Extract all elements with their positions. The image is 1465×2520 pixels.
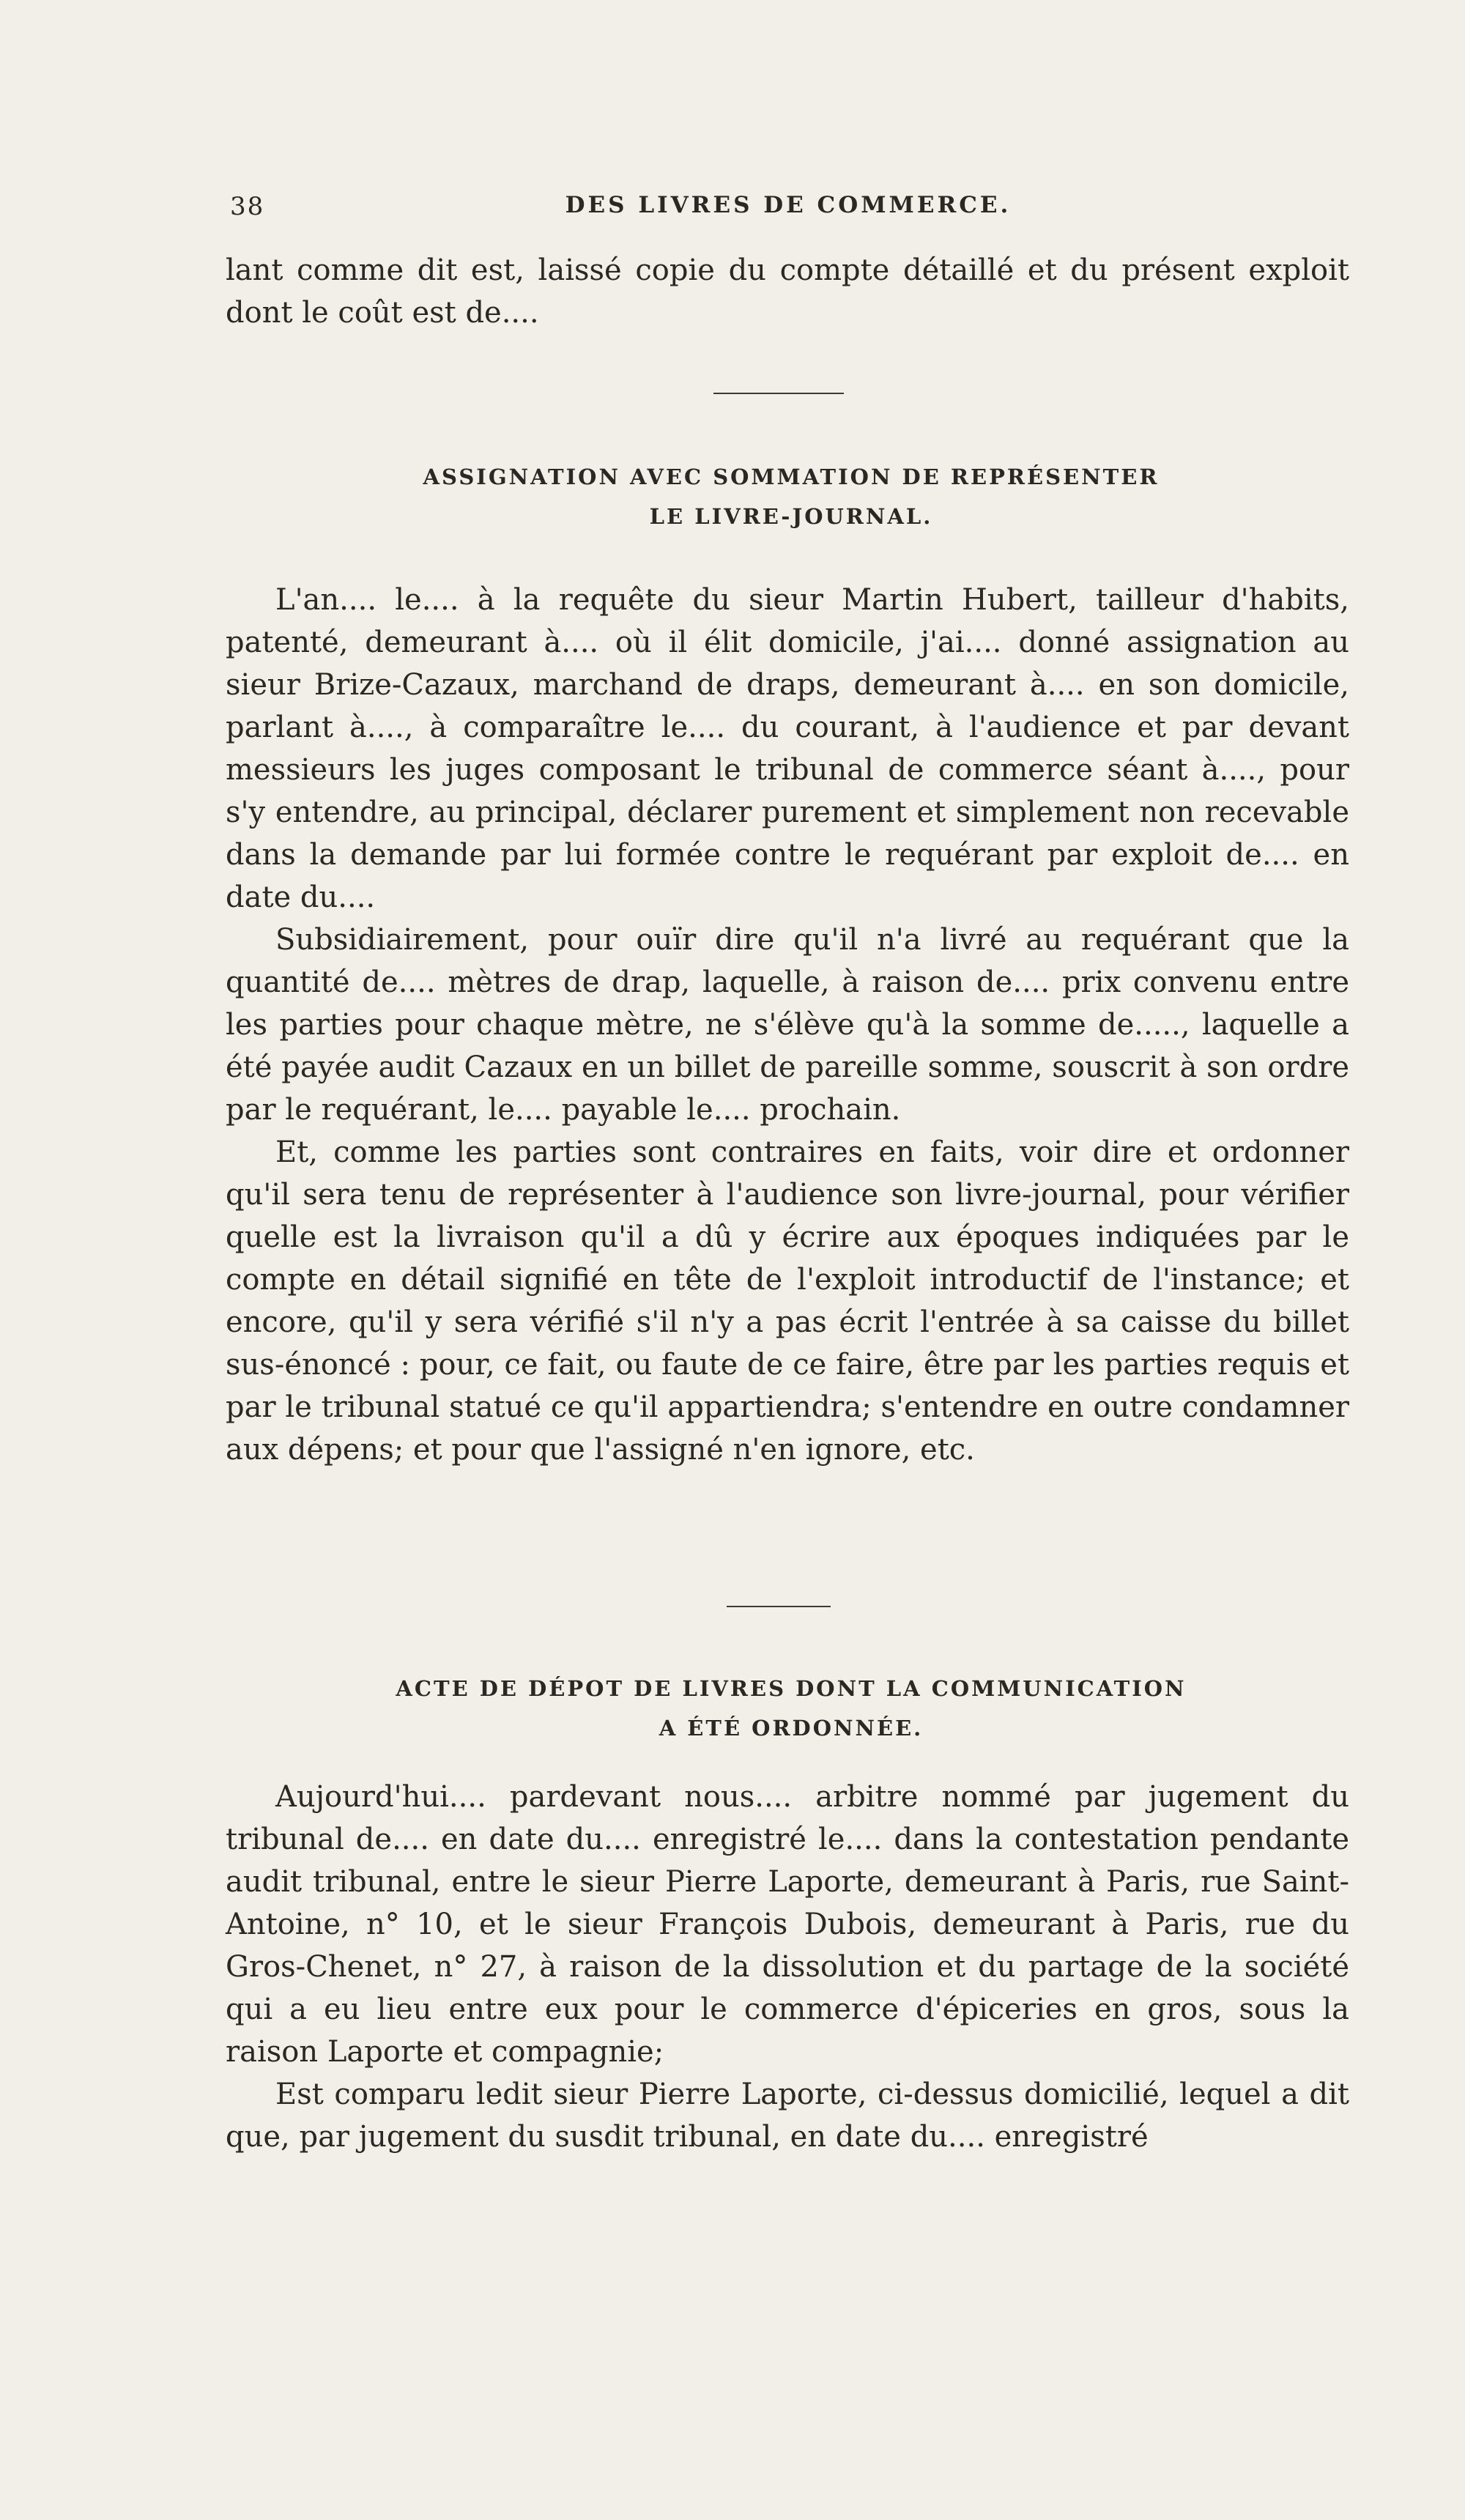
paragraph: Aujourd'hui.... pardevant nous.... arbitre nommé par jugement du tribunal de.... en date du.... enregistré le.... dans la contestation pendante audit tribunal, entre le sieur Pierre Laporte, demeurant à Paris, rue Saint-Antoine, n° 10, et le sieur François Dubois, demeurant à Paris, rue du Gros-Chenet, n° 27, à raison de la dissolution et du partage de la société qui a eu lieu entre eux pour le commerce d'épiceries en gros, sous la raison Laporte et compagnie; bbox=[226, 1780, 1349, 2069]
section-divider bbox=[727, 1606, 831, 1607]
intro-block bbox=[226, 249, 1349, 334]
running-title: DES LIVRES DE COMMERCE. bbox=[565, 192, 1012, 218]
paragraph: Subsidiairement, pour ouïr dire qu'il n'a livré au requérant que la quantité de.... mètres de drap, laquelle, à raison de.... prix convenu entre les parties pour chaque mètre, ne s'élève qu'à la somme de....., laquelle a été payée audit Cazaux en un billet de pareille somme, souscrit à son ordre par le requérant, le.... payable le.... prochain. bbox=[226, 923, 1349, 1127]
heading-line: ACTE DE DÉPOT DE LIVRES DONT LA COMMUNICATION bbox=[396, 1676, 1187, 1701]
section-heading-depot bbox=[220, 1669, 1362, 1748]
section-divider bbox=[713, 393, 844, 394]
heading-line: A ÉTÉ ORDONNÉE. bbox=[659, 1716, 924, 1741]
paragraph: Et, comme les parties sont contraires en faits, voir dire et ordonner qu'il sera tenu de représenter à l'audience son livre-journal, pour vérifier quelle est la livraison qu'il a dû y écrire aux époques indiquées par le compte en détail signifié en tête de l'exploit introductif de l'instance; et encore, qu'il y sera vérifié s'il n'y a pas écrit l'entrée à sa caisse du billet sus-énoncé : pour, ce fait, ou faute de ce faire, être par les parties requis et par le tribunal statué ce qu'il appartiendra; s'entendre en outre condamner aux dépens; et pour que l'assigné n'en ignore, etc. bbox=[226, 1135, 1349, 1467]
page-number: 38 bbox=[230, 192, 265, 221]
heading-line: ASSIGNATION AVEC SOMMATION DE REPRÉSENTER bbox=[423, 464, 1160, 489]
paragraph: L'an.... le.... à la requête du sieur Martin Hubert, tailleur d'habits, patenté, demeurant à.... où il élit domicile, j'ai.... donné assignation au sieur Brize-Cazaux, marchand de draps, demeurant à.... en son domicile, parlant à...., à comparaître le.... du courant, à l'audience et par devant messieurs les juges composant le tribunal de commerce séant à...., pour s'y entendre, au principal, déclarer purement et simplement non recevable dans la demande par lui formée contre le requérant par exploit de.... en date du.... bbox=[226, 583, 1349, 914]
paragraph: Est comparu ledit sieur Pierre Laporte, ci-dessus domicilié, lequel a dit que, par jugement du susdit tribunal, en date du.... enregistré bbox=[226, 2078, 1349, 2154]
section-body-assignation bbox=[226, 579, 1349, 1471]
section-heading-assignation bbox=[220, 457, 1362, 536]
intro-paragraph: lant comme dit est, laissé copie du compte détaillé et du présent exploit dont le coût est de.... bbox=[226, 253, 1349, 330]
section-body-depot bbox=[226, 1776, 1349, 2158]
heading-line: LE LIVRE-JOURNAL. bbox=[649, 504, 933, 529]
page-header bbox=[217, 192, 1360, 236]
